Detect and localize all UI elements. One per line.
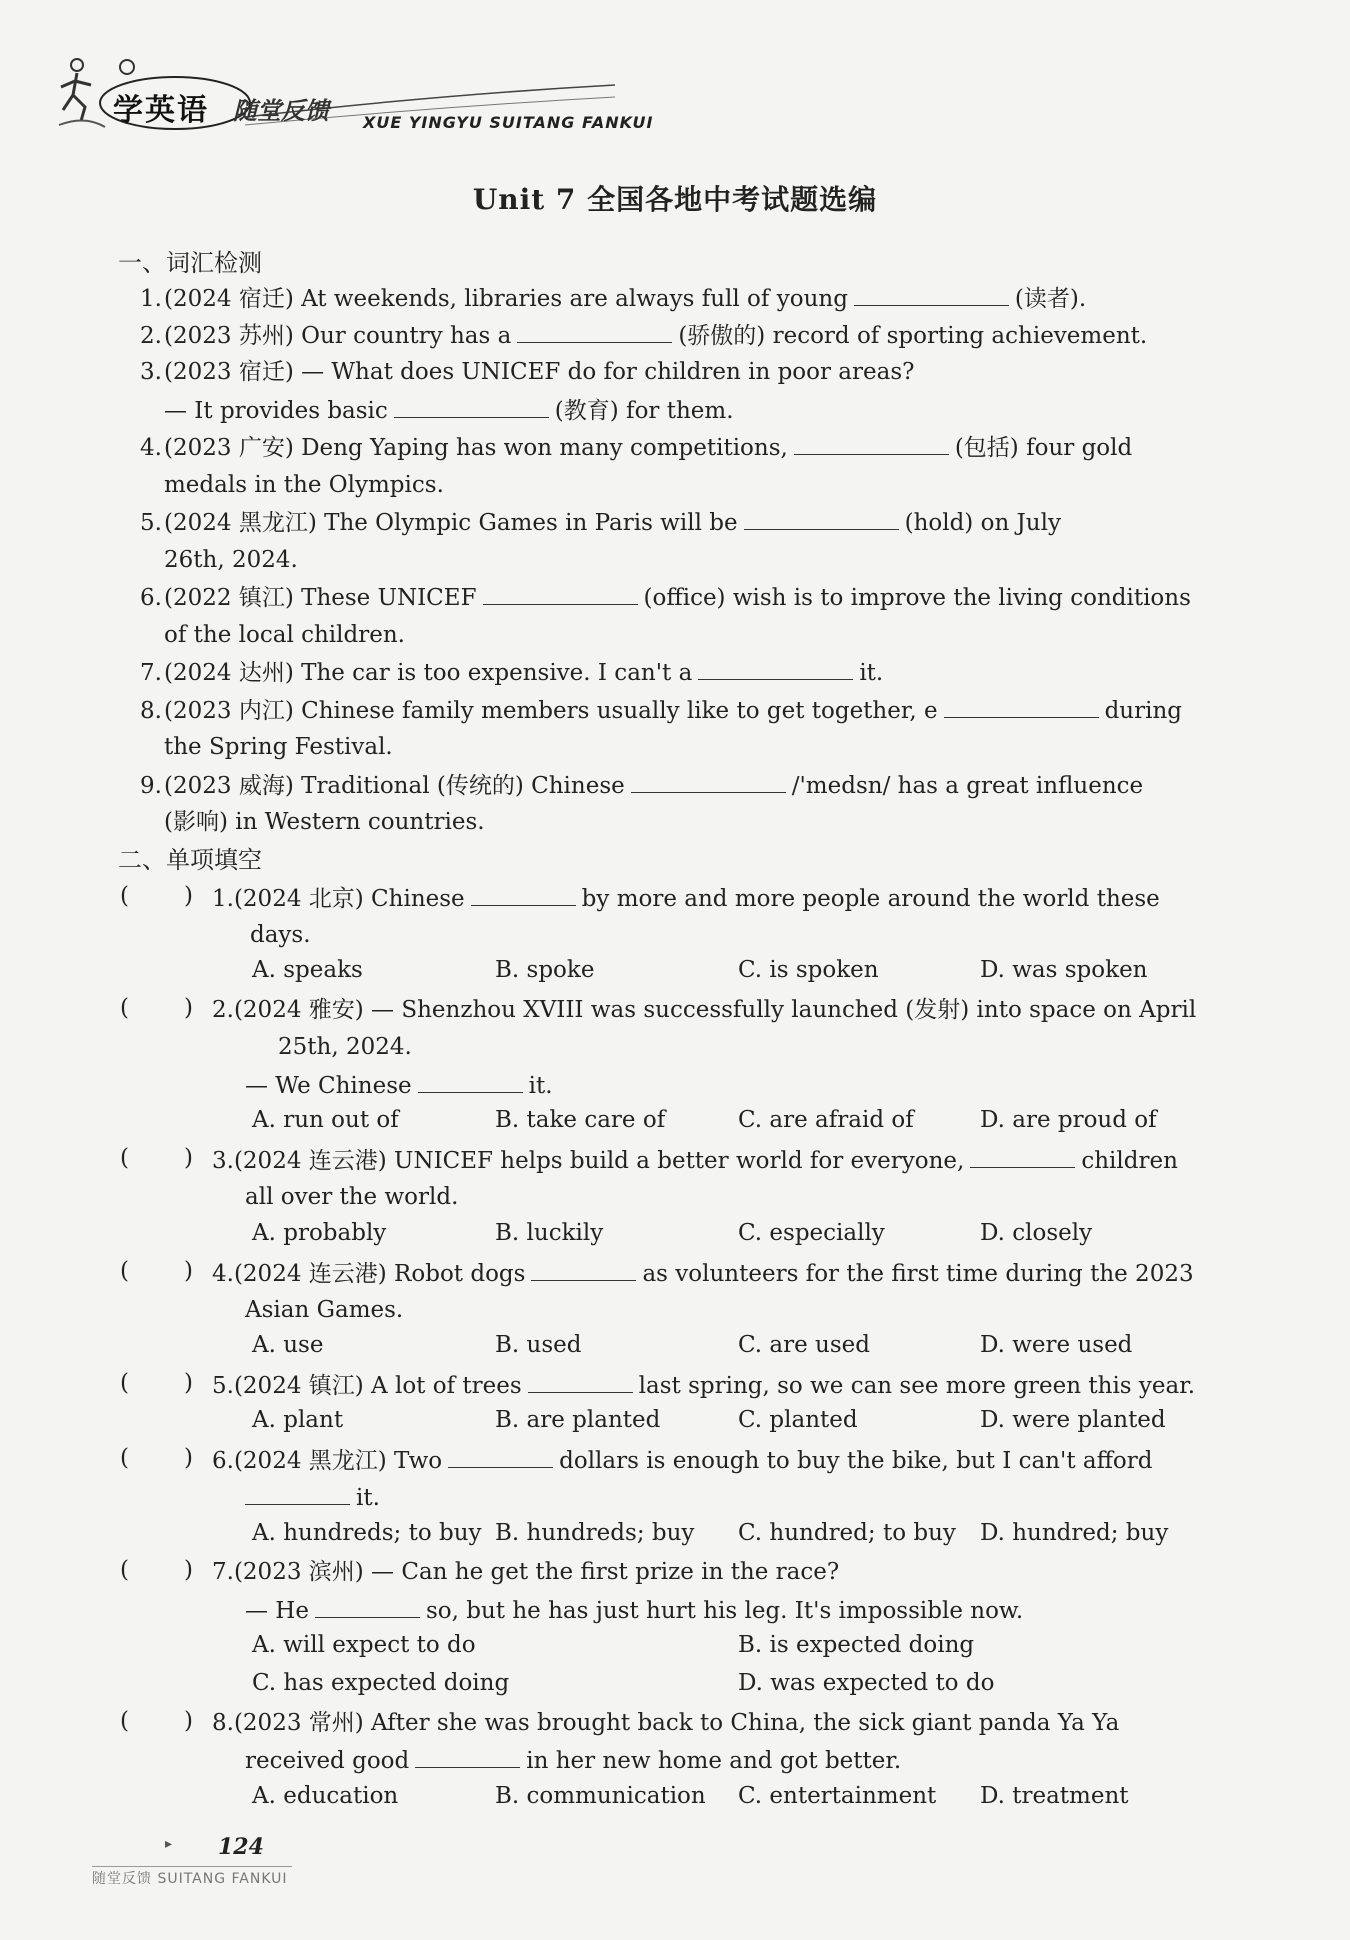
mc-question-2-response — [245, 1070, 553, 1101]
vocab-item-4 — [132, 432, 1132, 463]
question-number: 6. — [212, 1448, 234, 1474]
mc-question-7 — [212, 1557, 839, 1587]
question-number: 8. — [212, 1710, 234, 1736]
option-a: A. speaks — [252, 957, 363, 983]
question-number: 7. — [212, 1559, 234, 1585]
question-text: dollars is enough to buy the bike, but I can't afford — [559, 1448, 1153, 1474]
answer-bracket[interactable]: ( ) — [120, 1708, 193, 1734]
brand-pinyin: XUE YINGYU SUITANG FANKUI — [363, 113, 654, 132]
vocab-item-5-cont: 26th, 2024. — [164, 547, 298, 573]
option-b: B. is expected doing — [738, 1632, 975, 1658]
answer-bracket[interactable]: ( ) — [120, 1557, 193, 1583]
question-text: (2024 连云港) Robot dogs — [233, 1261, 526, 1287]
answer-blank[interactable] — [245, 1482, 350, 1505]
item-number: 8. — [140, 698, 162, 724]
answer-blank[interactable] — [394, 395, 549, 418]
mc-question-6 — [212, 1445, 1153, 1476]
mc-question-3 — [212, 1145, 1178, 1176]
option-d: D. were used — [980, 1332, 1133, 1358]
item-hint: /'medsn/ has a great influence — [791, 773, 1144, 799]
item-text: (2023 威海) Traditional (传统的) Chinese — [164, 773, 625, 799]
vocab-item-2 — [132, 320, 1147, 351]
item-number: 9. — [140, 773, 162, 799]
item-text: (2024 黑龙江) The Olympic Games in Paris will be — [164, 510, 738, 536]
option-a: A. run out of — [252, 1107, 399, 1133]
item-number: 5. — [140, 510, 162, 536]
mc-question-6-cont — [245, 1482, 380, 1513]
option-a: A. use — [252, 1332, 324, 1358]
vocab-item-9 — [132, 770, 1143, 801]
option-c: C. are used — [738, 1332, 870, 1358]
question-text: (2023 滨州) — Can he get the first prize in the race? — [233, 1559, 840, 1585]
question-text: children — [1081, 1148, 1178, 1174]
option-a: A. probably — [252, 1220, 387, 1246]
answer-bracket[interactable]: ( ) — [120, 883, 193, 909]
item-hint: (hold) on July — [904, 510, 1061, 536]
item-hint: during — [1104, 698, 1182, 724]
item-number: 3. — [140, 359, 162, 385]
answer-blank[interactable] — [448, 1445, 553, 1468]
option-c: C. entertainment — [738, 1783, 937, 1809]
section-heading-multiple-choice: 二、单项填空 — [118, 846, 262, 874]
option-a: A. plant — [252, 1407, 344, 1433]
question-number: 4. — [212, 1261, 234, 1287]
vocab-item-6 — [132, 582, 1191, 613]
answer-blank[interactable] — [698, 657, 853, 680]
item-number: 6. — [140, 585, 162, 611]
question-text: so, but he has just hurt his leg. It's impossible now. — [425, 1598, 1024, 1624]
option-b: B. hundreds; buy — [495, 1520, 695, 1546]
mc-question-8 — [212, 1708, 1119, 1738]
item-text: (2022 镇江) These UNICEF — [164, 585, 477, 611]
vocab-item-1 — [132, 283, 1086, 314]
question-text: (2023 常州) After she was brought back to China, the sick giant panda Ya Ya — [233, 1710, 1120, 1736]
header-banner — [55, 55, 655, 150]
vocab-item-5 — [132, 507, 1061, 538]
question-number: 5. — [212, 1373, 234, 1399]
mc-question-2 — [212, 995, 1196, 1025]
mc-question-8-cont — [245, 1745, 901, 1776]
item-number: 4. — [140, 435, 162, 461]
mc-question-1 — [212, 883, 1160, 914]
question-text: (2024 雅安) — Shenzhou XVIII was successfully launched (发射) into space on April — [233, 997, 1197, 1023]
item-text: (2024 达州) The car is too expensive. I can't a — [164, 660, 693, 686]
brand-chinese-title: 学英语 — [113, 93, 209, 128]
option-d: D. are proud of — [980, 1107, 1157, 1133]
answer-blank[interactable] — [528, 1370, 633, 1393]
answer-blank[interactable] — [471, 883, 576, 906]
answer-blank[interactable] — [970, 1145, 1075, 1168]
option-a: A. hundreds; to buy — [252, 1520, 482, 1546]
vocab-item-3 — [132, 357, 914, 387]
question-text: it. — [528, 1073, 553, 1099]
option-c: C. especially — [738, 1220, 885, 1246]
question-text: by more and more people around the world these — [581, 886, 1160, 912]
item-hint: (教育) for them. — [554, 398, 734, 424]
vocab-item-8 — [132, 695, 1182, 726]
answer-blank[interactable] — [418, 1070, 523, 1093]
answer-blank[interactable] — [854, 283, 1009, 306]
item-text: (2023 宿迁) — What does UNICEF do for children in poor areas? — [164, 359, 915, 385]
option-d: D. treatment — [980, 1783, 1129, 1809]
item-number: 7. — [140, 660, 162, 686]
question-text: — He — [245, 1598, 309, 1624]
option-c: C. planted — [738, 1407, 858, 1433]
vocab-item-3-cont — [164, 395, 734, 426]
item-number: 1. — [140, 286, 162, 312]
option-b: B. luckily — [495, 1220, 604, 1246]
mc-question-1-cont: days. — [250, 922, 311, 948]
answer-blank[interactable] — [415, 1745, 520, 1768]
answer-blank[interactable] — [944, 695, 1099, 718]
option-c: C. are afraid of — [738, 1107, 914, 1133]
footer-brand: 随堂反馈 SUITANG FANKUI — [92, 1871, 288, 1887]
option-d: D. was expected to do — [738, 1670, 995, 1696]
item-text: (2024 宿迁) At weekends, libraries are always full of young — [164, 286, 848, 312]
mc-question-4 — [212, 1258, 1194, 1289]
vocab-item-4-cont: medals in the Olympics. — [164, 472, 444, 498]
answer-blank[interactable] — [631, 770, 786, 793]
brand-subtitle: 随堂反馈 — [233, 97, 329, 125]
option-c: C. is spoken — [738, 957, 879, 983]
question-text: in her new home and got better. — [526, 1748, 902, 1774]
answer-bracket[interactable]: ( ) — [120, 1258, 193, 1284]
option-d: D. closely — [980, 1220, 1093, 1246]
item-text: (2023 苏州) Our country has a — [164, 323, 512, 349]
question-number: 2. — [212, 997, 234, 1023]
vocab-item-6-cont: of the local children. — [164, 622, 405, 648]
answer-blank[interactable] — [517, 320, 672, 343]
vocab-item-7 — [132, 657, 883, 688]
option-d: D. hundred; buy — [980, 1520, 1169, 1546]
question-number: 1. — [212, 886, 234, 912]
vocab-item-9-cont: (影响) in Western countries. — [164, 809, 485, 835]
question-text: (2024 镇江) A lot of trees — [233, 1373, 522, 1399]
answer-bracket[interactable]: ( ) — [120, 995, 193, 1021]
item-text: (2023 广安) Deng Yaping has won many competitions, — [164, 435, 788, 461]
option-b: B. take care of — [495, 1107, 666, 1133]
option-d: D. was spoken — [980, 957, 1148, 983]
answer-blank[interactable] — [794, 432, 949, 455]
page-number: 124 — [218, 1834, 264, 1860]
item-text: (2023 内江) Chinese family members usually like to get together, e — [164, 698, 938, 724]
question-text: it. — [356, 1485, 380, 1511]
item-hint: (骄傲的) record of sporting achievement. — [678, 323, 1148, 349]
question-text: as volunteers for the first time during the 2023 — [642, 1261, 1194, 1287]
option-b: B. communication — [495, 1783, 706, 1809]
answer-bracket[interactable]: ( ) — [120, 1370, 193, 1396]
footer-divider — [92, 1866, 292, 1867]
question-text: received good — [245, 1748, 410, 1774]
item-hint: it. — [859, 660, 884, 686]
question-text: (2024 连云港) UNICEF helps build a better world for everyone, — [233, 1148, 965, 1174]
question-text: — We Chinese — [245, 1073, 412, 1099]
answer-blank[interactable] — [531, 1258, 636, 1281]
option-c: C. hundred; to buy — [738, 1520, 956, 1546]
item-text: — It provides basic — [164, 398, 388, 424]
option-a: A. will expect to do — [252, 1632, 476, 1658]
question-text: (2024 黑龙江) Two — [233, 1448, 443, 1474]
answer-blank[interactable] — [744, 507, 899, 530]
option-c: C. has expected doing — [252, 1670, 510, 1696]
vocab-item-8-cont: the Spring Festival. — [164, 734, 393, 760]
question-number: 3. — [212, 1148, 234, 1174]
arrow-icon: ▸ — [165, 1836, 173, 1852]
mc-question-5 — [212, 1370, 1195, 1401]
item-number: 2. — [140, 323, 162, 349]
option-a: A. education — [252, 1783, 399, 1809]
item-hint: (包括) four gold — [954, 435, 1133, 461]
option-b: B. used — [495, 1332, 582, 1358]
item-hint: (读者). — [1014, 286, 1087, 312]
mc-question-7-response — [245, 1595, 1023, 1626]
item-hint: (office) wish is to improve the living conditions — [643, 585, 1191, 611]
option-b: B. spoke — [495, 957, 595, 983]
question-text: (2024 北京) Chinese — [233, 886, 465, 912]
answer-blank[interactable] — [483, 582, 638, 605]
question-text: last spring, so we can see more green this year. — [638, 1373, 1196, 1399]
option-b: B. are planted — [495, 1407, 661, 1433]
option-d: D. were planted — [980, 1407, 1166, 1433]
mc-question-2-cont: 25th, 2024. — [278, 1034, 412, 1060]
page-title: Unit 7 全国各地中考试题选编 — [472, 183, 878, 216]
answer-blank[interactable] — [315, 1595, 420, 1618]
answer-bracket[interactable]: ( ) — [120, 1445, 193, 1471]
mc-question-3-cont: all over the world. — [245, 1184, 459, 1210]
mc-question-4-cont: Asian Games. — [245, 1297, 404, 1323]
section-heading-vocabulary: 一、词汇检测 — [118, 249, 262, 277]
answer-bracket[interactable]: ( ) — [120, 1145, 193, 1171]
